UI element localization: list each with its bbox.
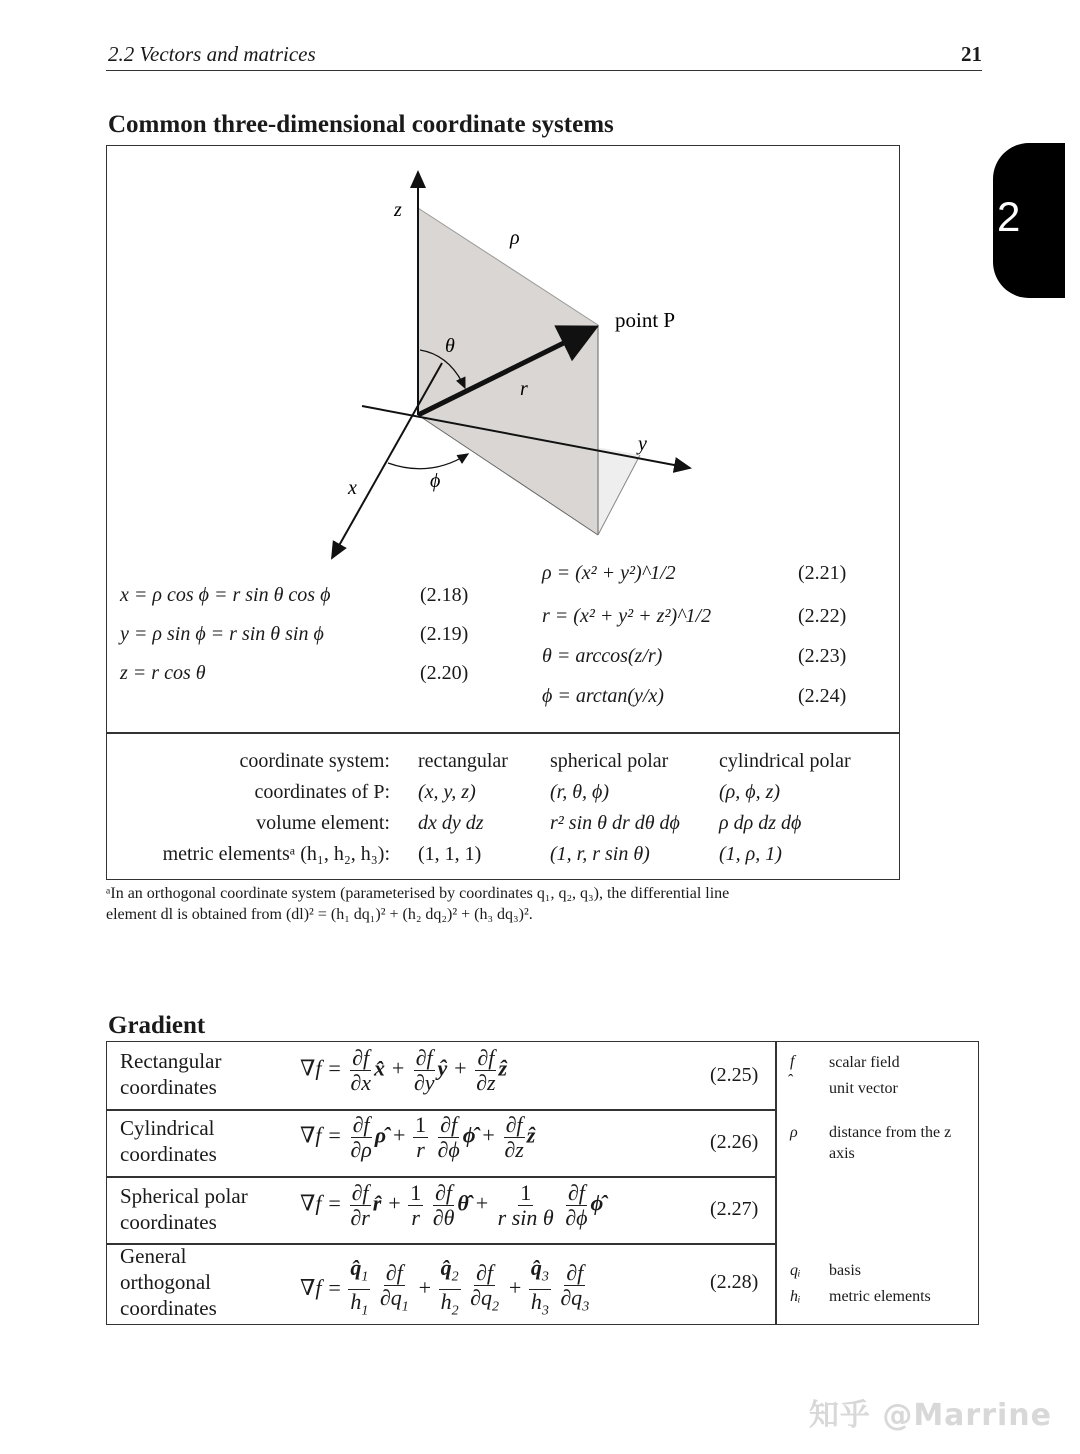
gradient-spherical-formula: ∇f = $\frac{\partial f}{\partial r}$ r̂ + $\frac{1}{r}$ $\frac{\partial f}{\partial\theta}$ θ̂ + $\frac{1}{\text{r sin θ}}$ $\frac{\partial f}{\partial\phi}$ ϕ̂ [300, 1180, 604, 1230]
label-phi: ϕ [430, 470, 441, 492]
running-header-section: 2.2 Vectors and matrices [108, 42, 316, 66]
legend-symbol: qᵢ [790, 1262, 801, 1279]
row-label: coordinates of P: [254, 781, 390, 803]
row-label: volume element: [256, 812, 390, 834]
row-separator [106, 1176, 776, 1178]
equation-number-2-23: (2.23) [798, 645, 847, 667]
equation-number-2-21: (2.21) [798, 562, 847, 584]
legend-symbol: f [790, 1053, 795, 1070]
gradient-row-label [120, 1048, 221, 1100]
box-divider [106, 732, 900, 734]
cell-spherical: r² sin θ dr dθ dϕ [550, 812, 680, 834]
cell-rectangular: (x, y, z) [418, 781, 476, 803]
equation-2-22: r = (x² + y² + z²)^1/2 [542, 605, 712, 627]
gradient-general-formula: ∇f = $\frac{q̂_1}{h_1}$ $\frac{\partial f}{\partial q_1}$ + $\frac{q̂_2}{h_2}$ $\frac{\partial f}{\partial q_2}$ + $\frac{q̂_3}{h_3}$ $\frac{\partial f}{\partial q_3}$ [300, 1255, 590, 1319]
gradient-row-label [120, 1183, 248, 1235]
section-title-gradient: Gradient [108, 1012, 206, 1039]
label-x: x [348, 477, 357, 499]
equation-2-21: ρ = (x² + y²)^1/2 [542, 562, 676, 584]
gradient-cylindrical-formula: ∇f = $\frac{\partial f}{\partial\rho}$ ρ̂ + $\frac{1}{r}$ $\frac{\partial f}{\partial\phi}$ ϕ̂ + $\frac{\partial f}{\partial z}$ ẑ [300, 1112, 536, 1162]
footnote [106, 883, 906, 925]
label-point-p: point P [615, 308, 676, 332]
label-line: orthogonal [120, 1270, 211, 1294]
equation-number-2-24: (2.24) [798, 685, 847, 707]
cell-rectangular: (1, 1, 1) [418, 843, 482, 865]
row-label: metric elementsᵃ (h₁, h₂, h₃): [162, 843, 390, 865]
cell-spherical: (r, θ, ϕ) [550, 781, 610, 803]
section-title-coordinates: Common three-dimensional coordinate systems [108, 111, 614, 138]
gradient-rectangular-formula: ∇f = $\frac{\partial f}{\partial x}$ x̂ + $\frac{\partial f}{\partial y}$ ŷ + $\frac{\partial f}{\partial z}$ ẑ [300, 1045, 508, 1095]
cell-cylindrical: (ρ, ϕ, z) [719, 781, 781, 803]
label-line: Spherical polar [120, 1184, 248, 1208]
equation-2-20: z = r cos θ [120, 662, 206, 684]
equation-number-2-26: (2.26) [710, 1131, 759, 1153]
label-line: coordinates [120, 1210, 217, 1234]
legend-text: basis [829, 1262, 861, 1279]
page-number: 21 [961, 42, 982, 66]
equation-number-2-22: (2.22) [798, 605, 847, 627]
cell-cylindrical: (1, ρ, 1) [719, 843, 782, 865]
label-y: y [638, 433, 647, 455]
cell-rectangular: rectangular [418, 750, 508, 772]
phi-arc [388, 454, 468, 469]
chapter-number: 2 [997, 193, 1021, 240]
label-line: coordinates [120, 1296, 217, 1320]
equation-number-2-18: (2.18) [420, 584, 469, 606]
legend-text: distance from the z axis [829, 1124, 952, 1162]
label-line: Cylindrical [120, 1116, 215, 1140]
equation-number-2-25: (2.25) [710, 1064, 759, 1086]
legend-text: unit vector [829, 1080, 898, 1097]
x-axis [332, 363, 442, 558]
label-line: Rectangular [120, 1049, 222, 1073]
row-label: coordinate system: [239, 750, 390, 772]
watermark: 知乎 @Marrine [808, 1398, 1052, 1433]
gradient-row-label [120, 1243, 217, 1321]
coordinate-diagram [300, 160, 720, 570]
legend-text: metric elements [829, 1288, 931, 1305]
equation-2-23: θ = arccos(z/r) [542, 645, 663, 667]
label-rho: ρ [510, 227, 520, 249]
label-line: coordinates [120, 1142, 217, 1166]
cell-cylindrical: cylindrical polar [719, 750, 851, 772]
cell-spherical: spherical polar [550, 750, 669, 772]
cell-spherical: (1, r, r sin θ) [550, 843, 650, 865]
equation-2-18: x = ρ cos ϕ = r sin θ cos ϕ [120, 584, 331, 606]
label-line: General [120, 1244, 187, 1268]
label-line: coordinates [120, 1075, 217, 1099]
legend-symbol: hᵢ [790, 1288, 801, 1305]
legend-symbol: ρ [790, 1124, 798, 1141]
footnote-line: element dl is obtained from (dl)² = (h₁ dq₁)² + (h₂ dq₂)² + (h₃ dq₃)². [106, 906, 533, 923]
footnote-line: ᵃIn an orthogonal coordinate system (parameterised by coordinates q₁, q₂, q₃), the differential line [106, 885, 730, 902]
equation-2-24: ϕ = arctan(y/x) [542, 685, 664, 707]
cell-cylindrical: ρ dρ dz dϕ [719, 812, 802, 834]
equation-2-19: y = ρ sin ϕ = r sin θ sin ϕ [120, 623, 324, 645]
label-r: r [520, 378, 528, 400]
equation-number-2-20: (2.20) [420, 662, 469, 684]
legend-text: scalar field [829, 1054, 900, 1071]
chapter-thumb-tab [993, 143, 1065, 298]
legend-symbol: ˆ [788, 1072, 794, 1089]
cell-rectangular: dx dy dz [418, 812, 484, 834]
label-theta: θ [445, 335, 455, 357]
label-z: z [394, 199, 402, 221]
legend-separator [775, 1041, 777, 1325]
equation-number-2-28: (2.28) [710, 1271, 759, 1293]
row-separator [106, 1109, 776, 1111]
equation-number-2-27: (2.27) [710, 1198, 759, 1220]
gradient-row-label [120, 1115, 217, 1167]
header-rule [106, 70, 982, 71]
equation-number-2-19: (2.19) [420, 623, 469, 645]
